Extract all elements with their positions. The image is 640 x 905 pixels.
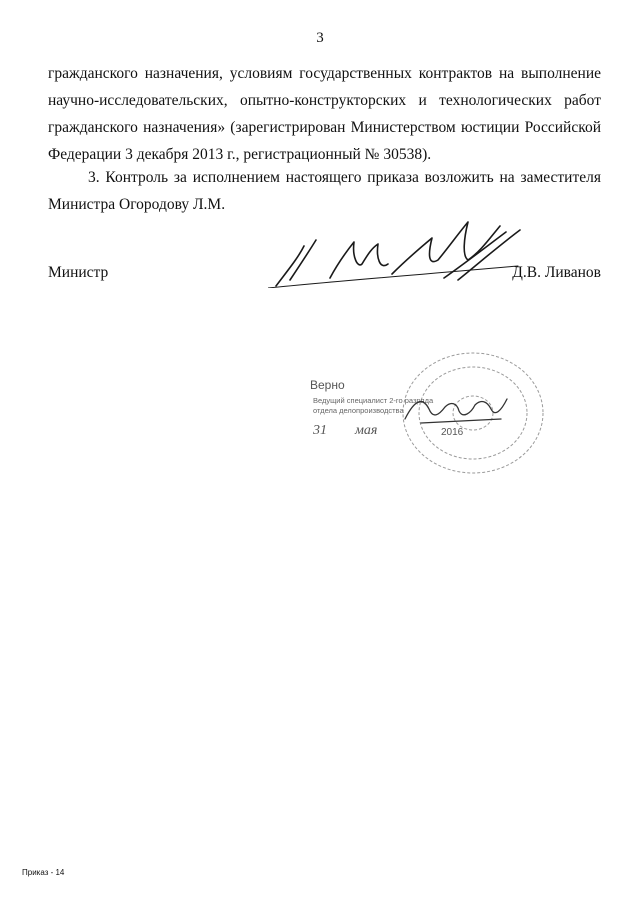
paragraph-item-3: 3. Контроль за исполнением настоящего приказа возложить на заместителя Министра Огородову Л.М. — [48, 169, 601, 213]
footer-document-mark: Приказ - 14 — [22, 868, 65, 877]
page-number: 3 — [316, 30, 324, 46]
certification-date-month: мая — [355, 423, 378, 438]
certification-verno: Верно — [310, 378, 345, 392]
certifier-signature — [401, 389, 511, 429]
minister-signature — [268, 208, 528, 288]
paragraph-continuation: гражданского назначения, условиям государственных контрактов на выполнение научно-исследовательских, опытно-конструкторских и технологических работ гражданского назначения» (зарегистрирован Министерством юстиции Российской Федерации 3 декабря 2013 г., регистрационный № 30538). — [48, 65, 601, 163]
certification-date-day: 31 — [313, 423, 327, 438]
certification-position-line-1: Ведущий специалист 2-го разряда — [313, 396, 434, 405]
certification-position-line-2: отдела делопроизводства — [313, 406, 404, 415]
certification-block — [293, 365, 523, 465]
signer-title: Министр — [48, 264, 109, 281]
signer-name: Д.В. Ливанов — [512, 264, 601, 281]
certification-date-year: 2016 — [441, 427, 464, 438]
